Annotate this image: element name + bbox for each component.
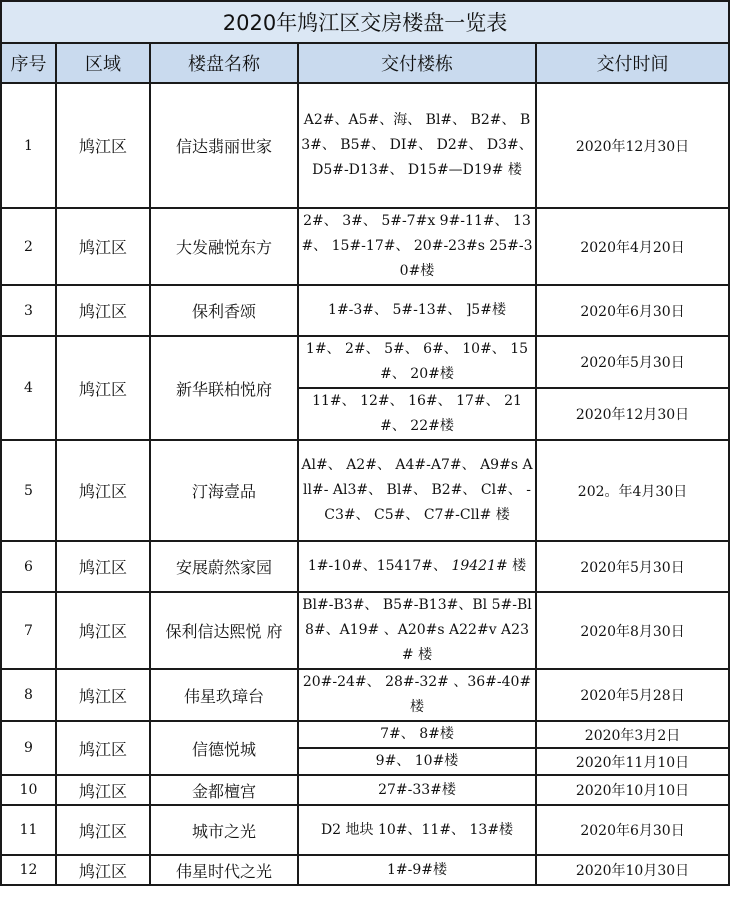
table-row [1, 541, 729, 592]
row-buildings: Bl#-B3#、 B5#-B13#、Bl 5#-Bl 8#、A19# 、A20#s A22#v A23# 楼 [298, 592, 536, 669]
row-number: 4 [1, 336, 56, 440]
row-buildings: 11#、 12#、 16#、 17#、 21#、 22#楼 [298, 388, 536, 440]
header-no: 序号 [1, 43, 56, 83]
row-district: 鸠江区 [56, 541, 150, 592]
row-buildings: 20#-24#、 28#-32# 、36#-40# 楼 [298, 669, 536, 721]
row-date: 2020年10月30日 [536, 855, 729, 885]
row-number: 7 [1, 592, 56, 669]
row-project-name: 伟星玖璋台 [150, 669, 298, 721]
row-date: 2020年4月20日 [536, 208, 729, 285]
header-name: 楼盘名称 [150, 43, 298, 83]
table-row [1, 775, 729, 805]
row-date: 2020年6月30日 [536, 805, 729, 855]
table-row [1, 592, 729, 669]
row-district: 鸠江区 [56, 669, 150, 721]
row-buildings: D2 地块 10#、11#、 13#楼 [298, 805, 536, 855]
row-date: 2020年5月28日 [536, 669, 729, 721]
row-date: 2020年12月30日 [536, 83, 729, 208]
row-buildings: 1#、 2#、 5#、 6#、 10#、 15#、 20#楼 [298, 336, 536, 388]
row-number: 1 [1, 83, 56, 208]
buildings-part-b: 19421# [451, 558, 508, 574]
row-project-name: 城市之光 [150, 805, 298, 855]
row-number: 12 [1, 855, 56, 885]
row-project-name: 保利香颂 [150, 285, 298, 336]
row-district: 鸠江区 [56, 592, 150, 669]
row-project-name: 保利信达熙悦 府 [150, 592, 298, 669]
row-number: 9 [1, 721, 56, 775]
row-district: 鸠江区 [56, 805, 150, 855]
row-district: 鸠江区 [56, 336, 150, 440]
table-row [1, 208, 729, 285]
row-number: 8 [1, 669, 56, 721]
row-district: 鸠江区 [56, 285, 150, 336]
row-buildings: 1#-9#楼 [298, 855, 536, 885]
table-row [1, 669, 729, 721]
row-buildings: A2#、A5#、海、 Bl#、 B2#、 B3#、 B5#、 DI#、 D2#、 D3#、 D5#-D13#、 D15#—D19# 楼 [298, 83, 536, 208]
row-number: 5 [1, 440, 56, 541]
row-date: 2020年10月10日 [536, 775, 729, 805]
row-district: 鸠江区 [56, 440, 150, 541]
row-project-name: 汀海壹品 [150, 440, 298, 541]
buildings-part-c: 楼 [507, 558, 527, 574]
row-project-name: 伟星时代之光 [150, 855, 298, 885]
row-district: 鸠江区 [56, 855, 150, 885]
row-date: 2020年6月30日 [536, 285, 729, 336]
row-date: 2020年12月30日 [536, 388, 729, 440]
row-buildings: 2#、 3#、 5#-7#x 9#-11#、 13#、 15#-17#、 20#-23#s 25#-30#楼 [298, 208, 536, 285]
row-date: 2020年8月30日 [536, 592, 729, 669]
row-date: 202。年4月30日 [536, 440, 729, 541]
row-date: 2020年3月2日 [536, 721, 729, 748]
row-project-name: 信德悦城 [150, 721, 298, 775]
header-district: 区域 [56, 43, 150, 83]
row-buildings: 7#、 8#楼 [298, 721, 536, 748]
table-row [1, 805, 729, 855]
table-row [1, 285, 729, 336]
row-district: 鸠江区 [56, 721, 150, 775]
row-district: 鸠江区 [56, 775, 150, 805]
row-number: 10 [1, 775, 56, 805]
table-row [1, 721, 729, 748]
row-date: 2020年11月10日 [536, 748, 729, 775]
row-project-name: 大发融悦东方 [150, 208, 298, 285]
row-number: 2 [1, 208, 56, 285]
table-row [1, 83, 729, 208]
row-project-name: 金都檀宫 [150, 775, 298, 805]
row-number: 3 [1, 285, 56, 336]
row-project-name: 新华联柏悦府 [150, 336, 298, 440]
row-buildings: Al#、 A2#、 A4#-A7#、 A9#s All#- Al3#、 Bl#、 B2#、 Cl#、 -C3#、 C5#、 C7#-Cll# 楼 [298, 440, 536, 541]
row-district: 鸠江区 [56, 83, 150, 208]
row-buildings [298, 541, 536, 592]
table-row [1, 440, 729, 541]
row-date: 2020年5月30日 [536, 336, 729, 388]
row-district: 鸠江区 [56, 208, 150, 285]
table-title: 2020年鸠江区交房楼盘一览表 [1, 1, 729, 43]
row-buildings: 1#-3#、 5#-13#、 ]5#楼 [298, 285, 536, 336]
row-project-name: 安展蔚然家园 [150, 541, 298, 592]
header-buildings: 交付楼栋 [298, 43, 536, 83]
row-buildings: 27#-33#楼 [298, 775, 536, 805]
row-date: 2020年5月30日 [536, 541, 729, 592]
row-number: 6 [1, 541, 56, 592]
row-project-name: 信达翡丽世家 [150, 83, 298, 208]
buildings-part-a: 1#-10#、15417#、 [307, 558, 452, 574]
row-number: 11 [1, 805, 56, 855]
header-date: 交付时间 [536, 43, 729, 83]
table-row [1, 336, 729, 388]
row-buildings: 9#、 10#楼 [298, 748, 536, 775]
table-row [1, 855, 729, 885]
